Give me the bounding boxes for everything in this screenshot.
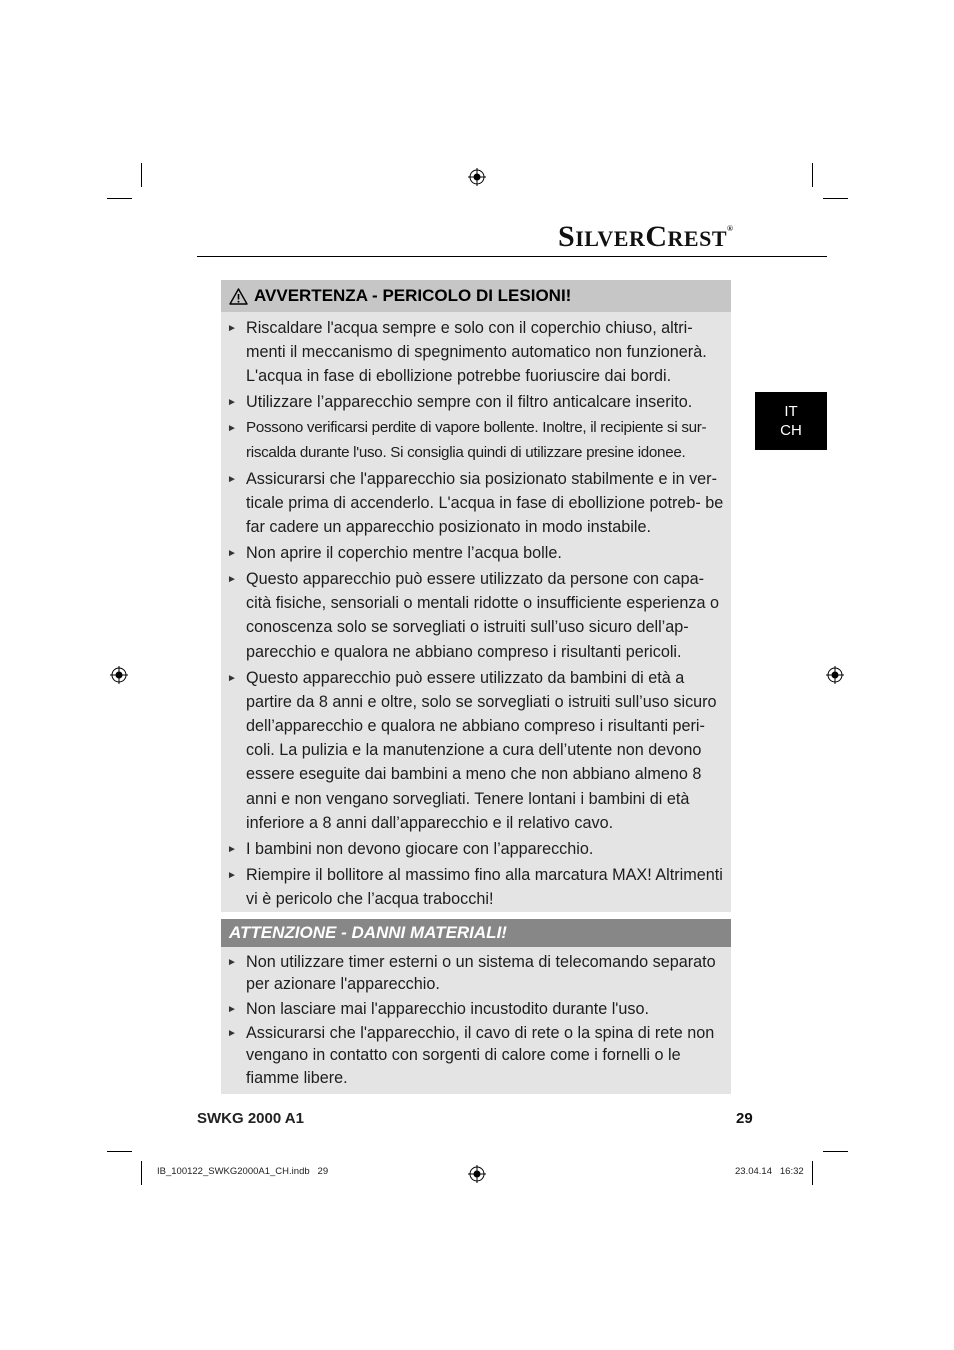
- header-rule: [197, 256, 827, 257]
- crop-mark: [812, 163, 813, 187]
- caution-title: ATTENZIONE - DANNI MATERIALI!: [229, 923, 507, 942]
- list-item: ► Non aprire il coperchio mentre l’acqua bolle.: [221, 541, 727, 565]
- list-item: ► Non utilizzare timer esterni o un sistema di telecomando separato per azionare l'apparecchio.: [227, 953, 716, 994]
- language-tab-line: IT: [784, 403, 798, 420]
- list-item: ► Utilizzare l’apparecchio sempre con il filtro anticalcare inserito.: [221, 390, 727, 414]
- warning-title: AVVERTENZA - PERICOLO DI LESIONI!: [254, 286, 572, 305]
- language-tab: [755, 392, 827, 450]
- list-item: ► Riempire il bollitore al massimo fino alla marcatura MAX! Altrimenti vi è pericolo che l’acqua trabocchi!: [227, 865, 723, 909]
- crop-mark: [141, 1161, 142, 1185]
- crop-mark: [107, 1151, 132, 1152]
- list-item: ► Assicurarsi che l'apparecchio sia posizionato stabilmente e in ver- ticale prima di accenderlo. L'acqua in fase di ebollizione potreb- be far cadere un apparecchio posizionato in modo instabile.: [227, 469, 724, 537]
- triangle-bullet-icon: ►: [227, 574, 237, 586]
- page-number: 29: [736, 1110, 753, 1127]
- triangle-bullet-icon: ►: [227, 473, 237, 485]
- registration-mark-icon: [110, 666, 128, 684]
- triangle-bullet-icon: ►: [227, 323, 237, 334]
- print-datetime: 23.04.14 16:32: [735, 1166, 804, 1177]
- brand-logo: SILVERCREST®: [558, 220, 734, 253]
- language-tab-line: CH: [780, 422, 802, 439]
- list-item: ► Questo apparecchio può essere utilizzato da bambini di età a partire da 8 anni e oltre, solo se sorvegliati o istruiti sull’uso sicuro dell’apparecchio e qualora ne abbiano compreso i risultanti peri- coli. La pulizia e la manutenzione a cura dell’utente non devono essere eseguite dai bambini a meno che non abbiano almeno 8 anni e non vengano sorvegliati. Tenere lontani i bambini di età inferiore a 8 anni dall’apparecchio e il relativo cavo.: [227, 668, 717, 832]
- caution-title-bar: [221, 919, 731, 947]
- crop-mark: [141, 163, 142, 187]
- registration-mark-icon: [468, 168, 486, 186]
- triangle-bullet-icon: ►: [227, 869, 237, 881]
- crop-mark: [107, 198, 132, 199]
- caution-list: [221, 947, 731, 1089]
- registration-mark-icon: [826, 666, 844, 684]
- triangle-bullet-icon: ►: [227, 843, 237, 855]
- triangle-bullet-icon: ►: [227, 1027, 237, 1039]
- triangle-bullet-icon: ►: [227, 548, 237, 560]
- triangle-bullet-icon: ►: [227, 397, 237, 409]
- triangle-bullet-icon: ►: [227, 672, 237, 684]
- warning-list: [221, 312, 731, 911]
- print-file-info: IB_100122_SWKG2000A1_CH.indb 29: [157, 1166, 329, 1177]
- warning-box: [221, 280, 731, 912]
- triangle-bullet-icon: ►: [227, 957, 237, 968]
- warning-triangle-icon: [229, 288, 248, 305]
- crop-mark: [812, 1161, 813, 1185]
- footer-model: SWKG 2000 A1: [197, 1110, 304, 1127]
- triangle-bullet-icon: ►: [227, 423, 237, 435]
- list-item: ► Possono verificarsi perdite di vapore bollente. Inoltre, il recipiente si sur- riscalda durante l'uso. Si consiglia quindi di utilizzare presine idonee.: [227, 419, 707, 461]
- crop-mark: [823, 1151, 848, 1152]
- list-item: ► Questo apparecchio può essere utilizzato da persone con capa- cità fisiche, sensoriali o mentali ridotte o insufficiente esperienza o conoscenza solo se sorvegliati o istruiti sull’uso sicuro dell’ap- parecchio e qualora ne abbiano compreso i risultanti pericoli.: [227, 570, 719, 661]
- triangle-bullet-icon: ►: [227, 1003, 237, 1015]
- caution-box: [221, 919, 731, 1094]
- warning-title-bar: [221, 280, 731, 312]
- list-item: ► Riscaldare l'acqua sempre e solo con il coperchio chiuso, altri- menti il meccanismo di spegnimento automatico non funzionerà. L'acqua in fase di ebollizione potrebbe fuoriuscire dai bordi.: [227, 319, 707, 386]
- registration-mark-icon: [468, 1165, 486, 1183]
- list-item: ► Assicurarsi che l'apparecchio, il cavo di rete o la spina di rete non vengano in contatto con sorgenti di calore come i fornelli o le fiamme libere.: [227, 1023, 715, 1087]
- list-item: ► Non lasciare mai l'apparecchio incustodito durante l'uso.: [221, 998, 727, 1020]
- crop-mark: [823, 198, 848, 199]
- list-item: ► I bambini non devono giocare con l’apparecchio.: [221, 837, 727, 861]
